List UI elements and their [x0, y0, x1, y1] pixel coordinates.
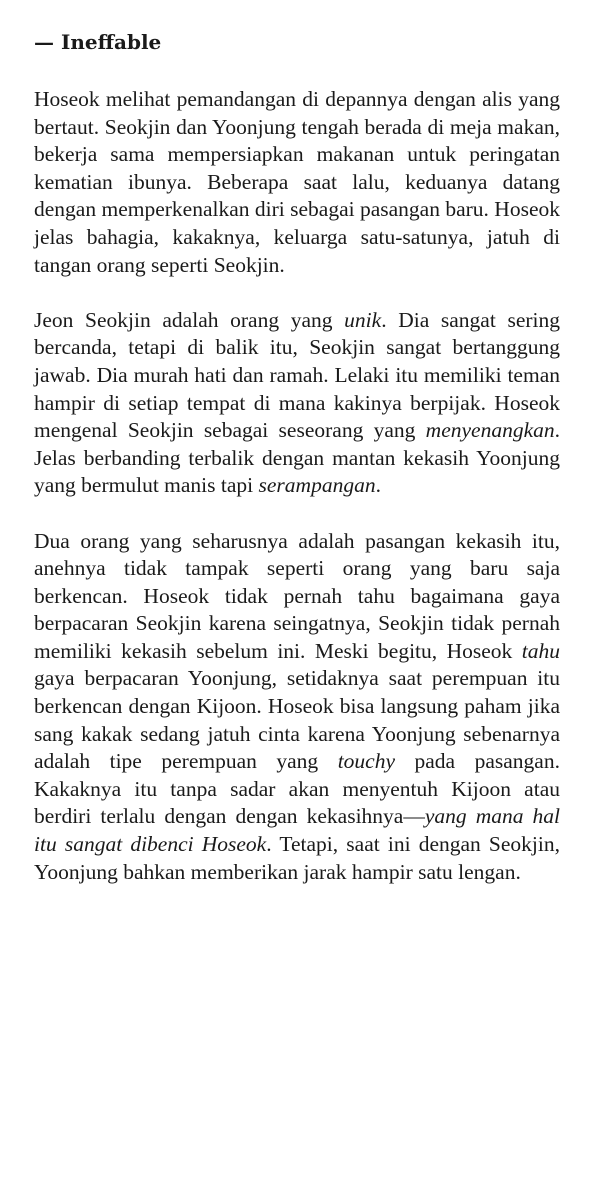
- document-page: [34, 26, 560, 914]
- text-segment: Hoseok melihat pemandangan di depannya dengan alis yang bertaut. Seokjin dan Yoonjung tengah berada di meja makan, bekerja sama mempersiapkan makanan untuk peringatan kematian ibunya. Beberapa saat lalu, keduanya datang dengan memperkenalkan diri sebagai pasangan baru. Hoseok jelas bahagia, kakaknya, keluarga satu-satunya, jatuh di tangan orang seperti Seokjin.: [34, 87, 560, 277]
- paragraph: [34, 307, 560, 500]
- italic-text-segment: menyenangkan: [425, 418, 555, 443]
- body-text: [34, 86, 560, 886]
- text-segment: . Jelas berbanding terbalik dengan mantan kekasih Yoonjung yang bermulut manis tapi: [34, 418, 560, 498]
- italic-text-segment: touchy: [337, 749, 395, 774]
- text-segment: Jeon Seokjin adalah orang yang: [34, 307, 345, 332]
- text-segment: pada pasangan. Kakaknya itu tanpa sadar akan menyentuh Kijoon atau berdiri terlalu dengan dengan kekasihnya—: [34, 749, 560, 829]
- italic-text-segment: unik: [344, 307, 382, 332]
- text-segment: . Dia sangat sering bercanda, tetapi di balik itu, Seokjin sangat bertanggung jawab. Dia murah hati dan ramah. Lelaki itu memiliki teman hampir di setiap tempat di mana kakinya berpijak. Hoseok mengenal Seokjin sebagai seseorang yang: [34, 307, 560, 443]
- italic-text-segment: tahu: [521, 638, 560, 663]
- text-segment: gaya berpacaran Yoonjung, setidaknya saat perempuan itu berkencan dengan Kijoon. Hoseok bisa langsung paham jika sang kakak sedang jatuh cinta karena Yoonjung sebenarnya adalah tipe perempuan yang: [34, 666, 560, 774]
- text-segment: .: [375, 473, 381, 498]
- text-segment: . Tetapi, saat ini dengan Seokjin, Yoonjung bahkan memberikan jarak hampir satu lengan.: [34, 832, 560, 884]
- paragraph: [34, 86, 560, 279]
- text-segment: Dua orang yang seharusnya adalah pasangan kekasih itu, anehnya tidak tampak seperti orang yang baru saja berkencan. Hoseok tidak pernah tahu bagaimana gaya berpacaran Seokjin karena seingatnya, Seokjin tidak pernah memiliki kekasih sebelum ini. Meski begitu, Hoseok: [34, 528, 560, 663]
- paragraph: [34, 528, 560, 887]
- chapter-title: — Ineffable: [34, 30, 162, 54]
- italic-text-segment: yang mana hal itu sangat dibenci Hoseok: [34, 804, 560, 857]
- italic-text-segment: serampangan: [258, 473, 376, 498]
